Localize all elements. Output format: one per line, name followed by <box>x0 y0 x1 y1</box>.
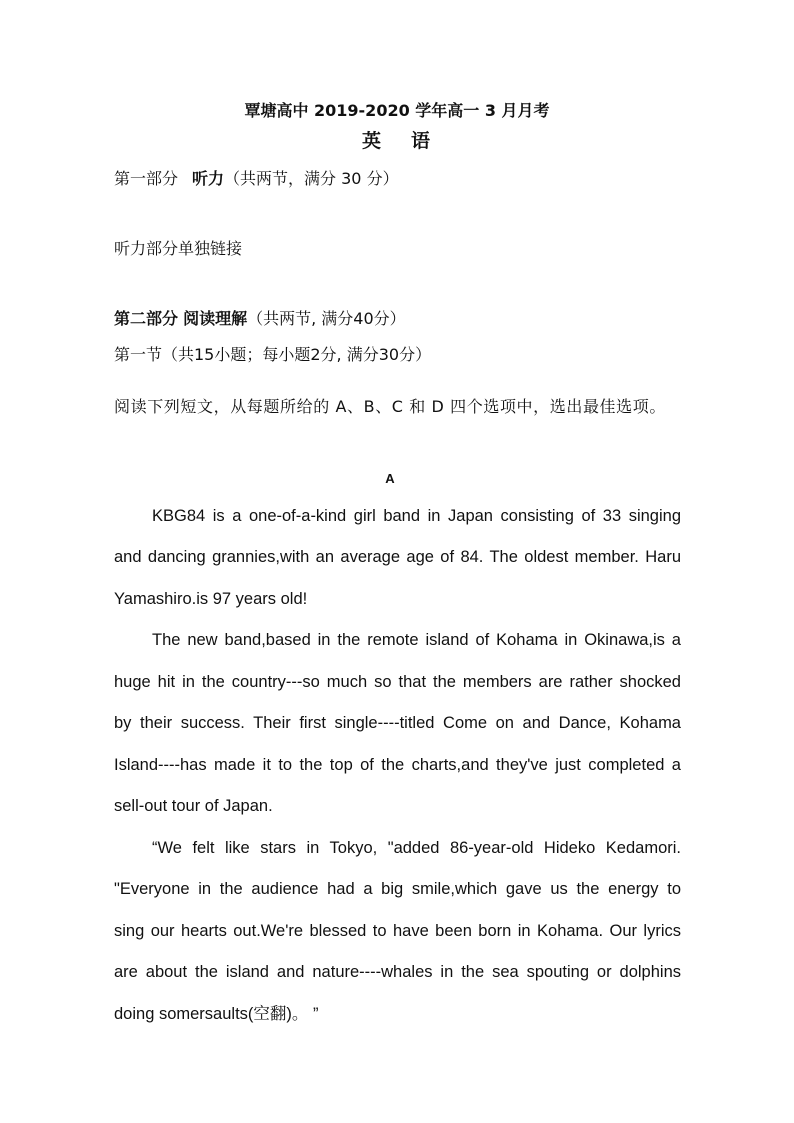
passage-line: sell-out tour of Japan. <box>114 797 273 815</box>
part2-detail: （共两节, 满分40分） <box>247 309 406 328</box>
passage-line: Yamashiro.is 97 years old! <box>114 590 308 608</box>
passage-line: by their success. Their first single----titled Come on and Dance, Kohama <box>114 714 681 732</box>
passage-line: The new band,based in the remote island of Kohama in Okinawa,is a <box>152 631 681 649</box>
passage-line: huge hit in the country---so much so that the members are rather shocked <box>114 673 681 691</box>
passage-line: sing our hearts out.We're blessed to have been born in Kohama. Our lyrics <box>114 922 681 940</box>
part1-heading <box>114 168 399 190</box>
passage-letter: A <box>385 471 395 486</box>
part1-name: 听力 <box>192 169 225 188</box>
reading-instruction: 阅读下列短文，从每题所给的 A、B、C 和 D 四个选项中，选出最佳选项。 <box>114 397 666 416</box>
passage-line: “We felt like stars in Tokyo, "added 86-year-old Hideko Kedamori. <box>152 839 681 857</box>
passage-line: are about the island and nature----whales in the sea spouting or dolphins <box>114 963 681 981</box>
part1-detail: （共两节，满分 30 分） <box>224 169 399 188</box>
part2-heading <box>114 308 406 330</box>
part1-label: 第一部分 <box>114 169 179 188</box>
passage-line: doing somersaults(空翻)。 ” <box>114 1005 319 1023</box>
passage-line: "Everyone in the audience had a big smile,which gave us the energy to <box>114 880 681 898</box>
section1-heading: 第一节（共15小题；每小题2分, 满分30分） <box>114 345 432 364</box>
listening-note: 听力部分单独链接 <box>114 239 243 258</box>
passage-line: Island----has made it to the top of the charts,and they've just completed a <box>114 756 681 774</box>
exam-title: 覃塘高中 2019-2020 学年高一 3 月月考 <box>244 101 550 120</box>
part2-label: 第二部分 <box>114 309 179 328</box>
passage-line: and dancing grannies,with an average age of 84. The oldest member. Haru <box>114 548 681 566</box>
subject-title: 英语 <box>361 130 460 152</box>
passage-line: KBG84 is a one-of-a-kind girl band in Japan consisting of 33 singing <box>152 507 681 525</box>
part2-name: 阅读理解 <box>183 309 248 328</box>
